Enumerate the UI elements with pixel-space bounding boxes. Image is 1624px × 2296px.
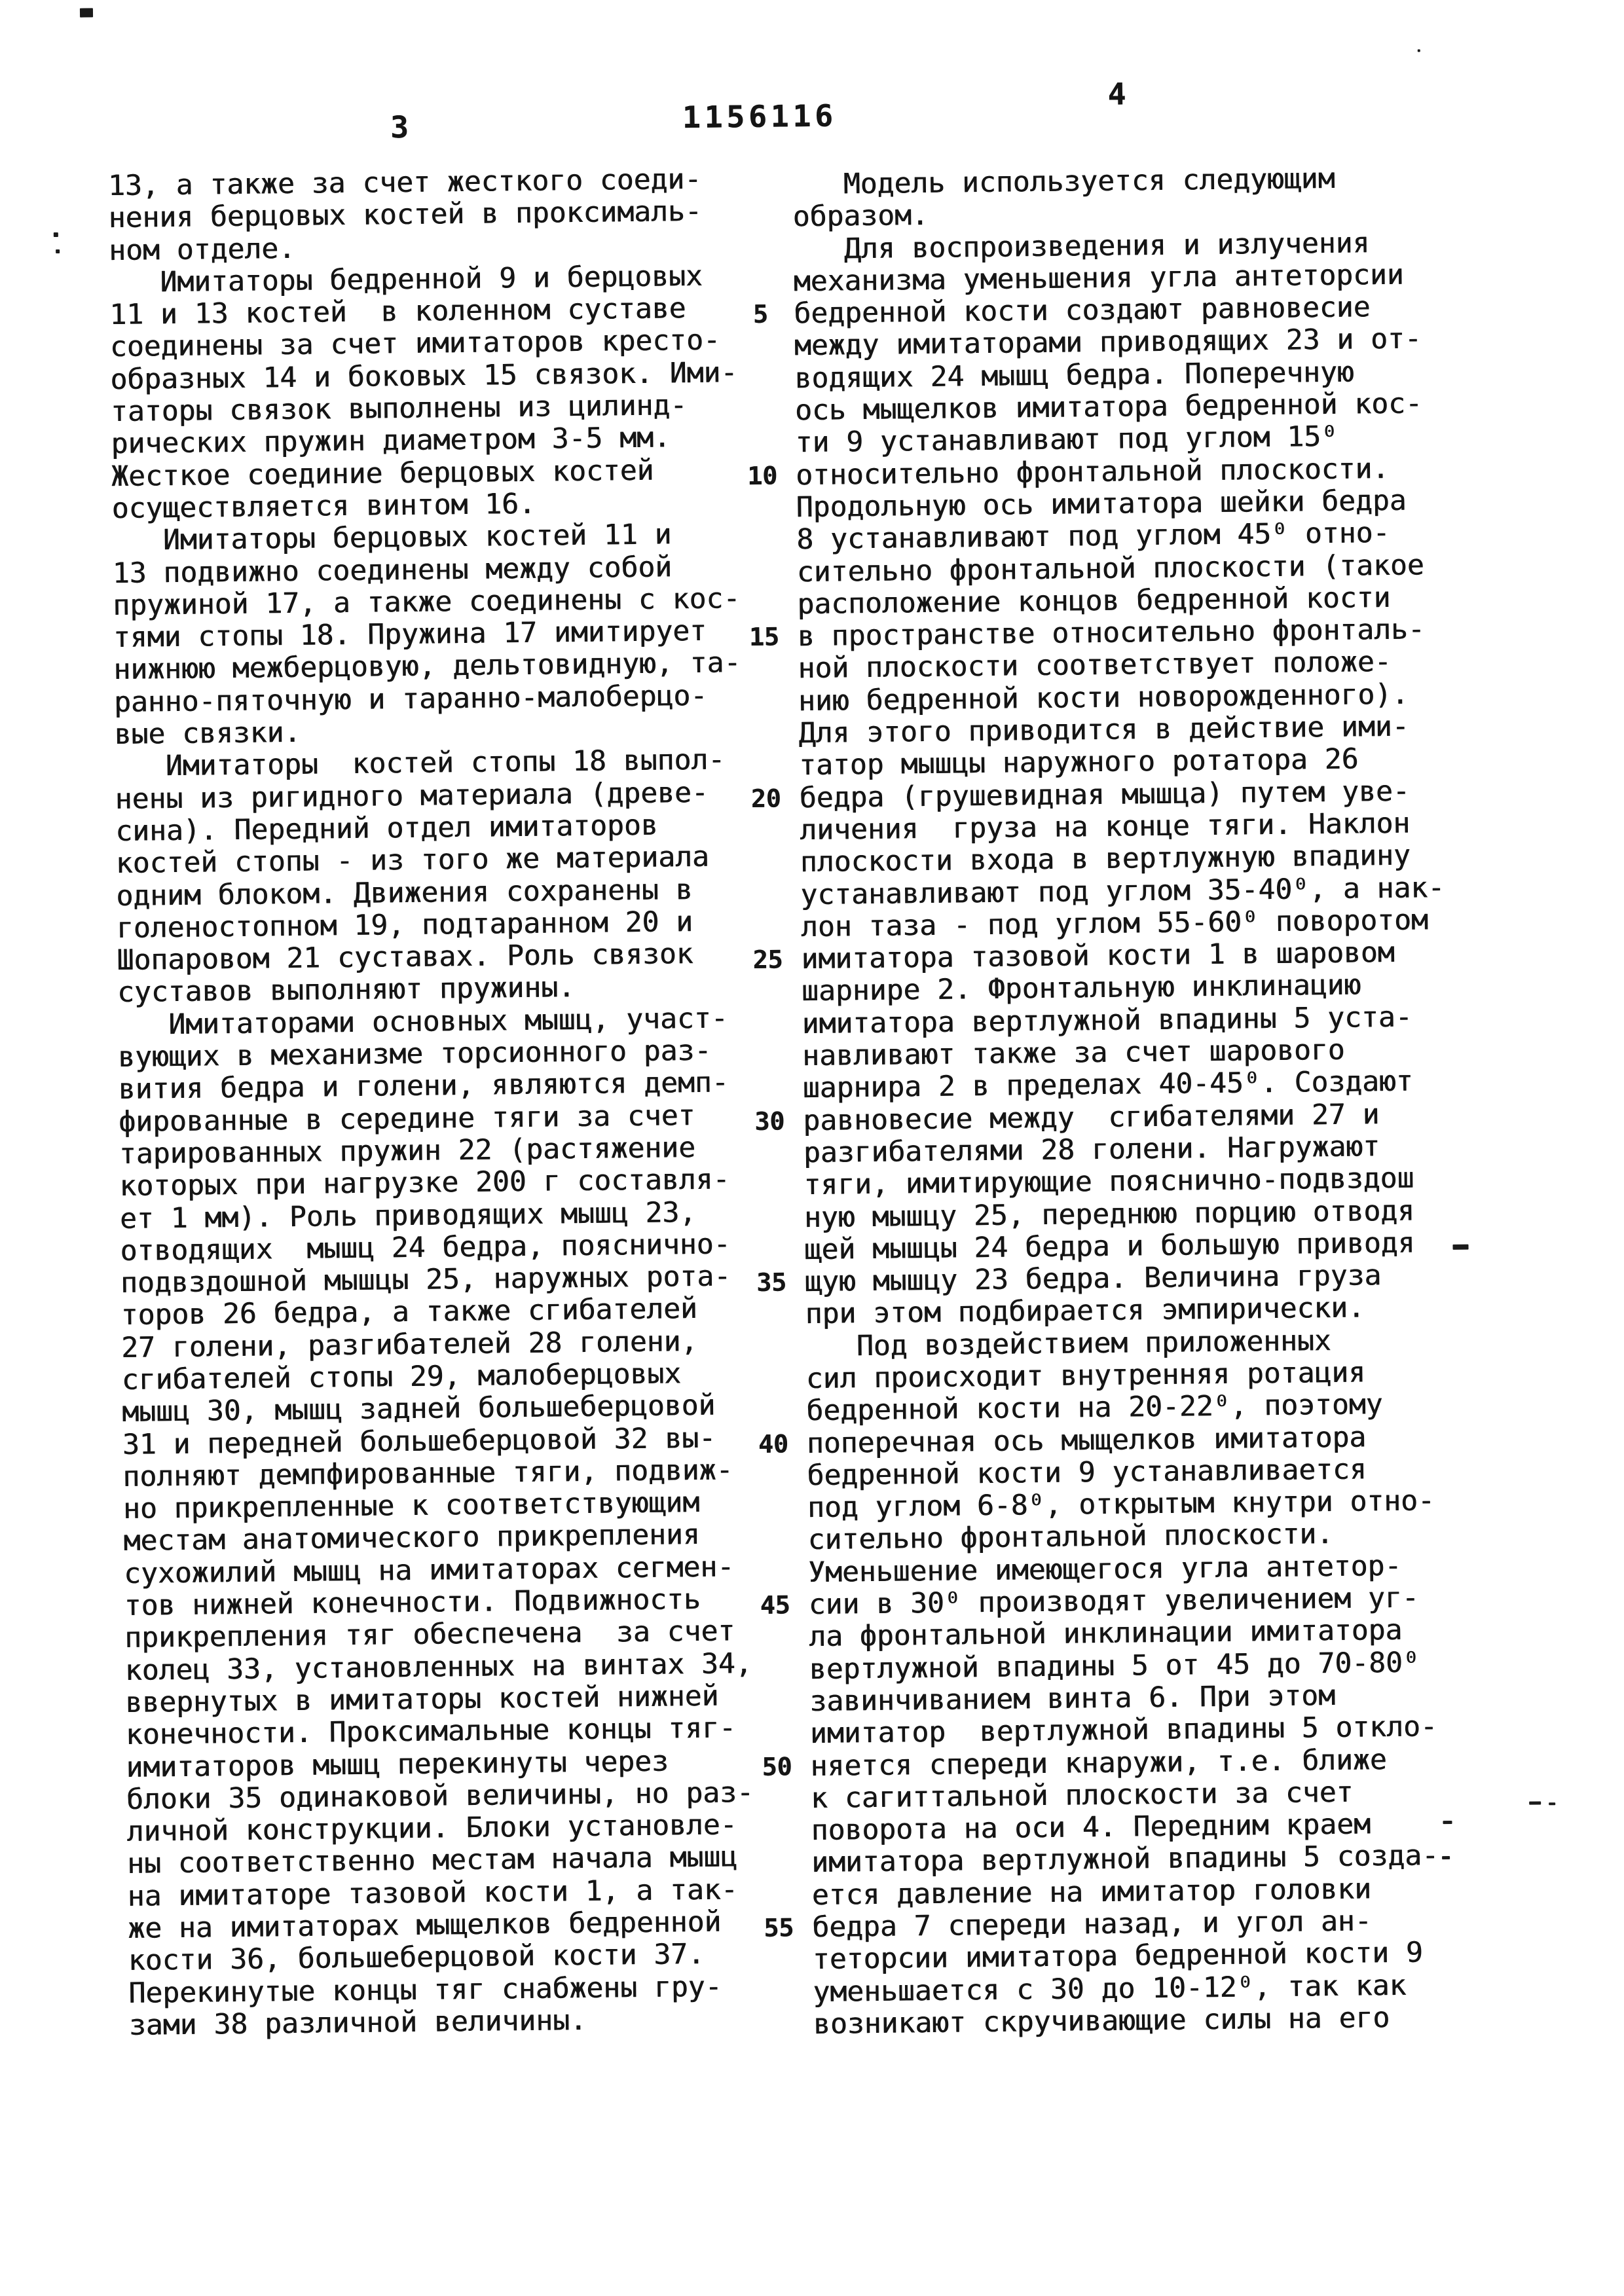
text-line: костей стопы - из того же материала (115, 841, 710, 881)
text-line: мышц 30, мышц задней большеберцовой (121, 1389, 716, 1429)
scan-speck (54, 232, 58, 237)
text-line: нию бедренной кости новорожденного). (798, 678, 1409, 718)
line-number: 15 (748, 622, 780, 652)
text-line: местам анатомического прикрепления (123, 1518, 700, 1558)
text-line: няется спереди кнаружи, т.е. ближе (810, 1743, 1387, 1783)
text-line: бедренной кости 9 устанавливается (807, 1453, 1367, 1493)
scan-speck (1549, 1802, 1555, 1805)
text-line: тяги, имитирующие пояснично-подвздош (803, 1161, 1414, 1202)
text-line: тарированных пружин 22 (растяжение (119, 1131, 696, 1171)
text-line: нены из ригидного материала (древе- (115, 776, 709, 816)
text-line: уменьшается с 30 до 10-12⁰, так как (813, 1969, 1407, 2009)
text-line: в пространстве относительно фронталь- (797, 613, 1425, 653)
text-line: имитатора вертлужной впадины 5 уста- (802, 1000, 1412, 1040)
line-number: 45 (760, 1590, 790, 1620)
text-line: ранно-пяточную и таранно-малоберцо- (113, 679, 708, 719)
text-line: Для этого приводится в действие ими- (798, 710, 1409, 750)
scan-speck (1442, 1856, 1450, 1859)
text-line: личной конструкции. Блоки установле- (126, 1808, 737, 1849)
line-number: 40 (758, 1429, 788, 1459)
text-line: сии в 30⁰ производят увеличением уг- (808, 1581, 1419, 1622)
text-line: лон таза - под углом 55-60⁰ поворотом (800, 903, 1429, 944)
text-line: татор мышцы наружного ротатора 26 (798, 742, 1359, 782)
text-line: шарнире 2. Фронтальную инклинацию (801, 968, 1361, 1008)
text-line: нижнюю межберцовую, дельтовидную, та- (113, 646, 741, 687)
text-line: отводящих мышц 24 бедра, пояснично- (120, 1228, 731, 1267)
text-line: водящих 24 мышц бедра. Поперечную (794, 355, 1354, 395)
line-number: 55 (764, 1913, 794, 1943)
text-line: вертлужной впадины 5 от 45 до 70-80⁰ (809, 1646, 1420, 1686)
text-line: нения берцовых костей в проксималь- (108, 195, 702, 235)
text-line: ет 1 мм). Роль приводящих мышц 23, (119, 1195, 697, 1235)
text-line: сина). Передний отдел имитаторов (115, 809, 658, 848)
text-line: образом. (792, 199, 929, 234)
text-line: полняют демпфированные тяги, подвиж- (122, 1453, 733, 1493)
text-line: пружиной 17, а также соединены с кос- (112, 582, 741, 622)
text-line: относительно фронтальной плоскости. (795, 452, 1390, 492)
scan-speck (56, 249, 60, 253)
text-line: к сагиттальной плоскости за счет (810, 1776, 1354, 1815)
scan-speck (1452, 1245, 1468, 1250)
text-line: сительно фронтальной плоскости (такое (796, 548, 1424, 589)
text-line: ввернутых в имитаторы костей нижней (125, 1679, 719, 1719)
text-line: подвздошной мышцы 25, наружных рота- (120, 1260, 731, 1300)
scan-speck (1529, 1801, 1541, 1804)
text-line: Перекинутые концы тяг снабжены гру- (128, 1970, 722, 2010)
text-line: ется давление на имитатор головки (811, 1872, 1372, 1912)
text-line: торов 26 бедра, а также сгибателей (120, 1292, 698, 1332)
text-line: устанавливают под углом 35-40⁰, а нак- (800, 871, 1445, 911)
text-line: же на имитаторах мыщелков бедренной (127, 1905, 722, 1945)
text-line: имитатора тазовой кости 1 в шаровом (801, 936, 1395, 976)
text-line: тями стопы 18. Пружина 17 имитирует (113, 614, 707, 655)
text-line: Имитаторы бедренной 9 и берцовых (109, 259, 703, 299)
text-line: которых при нагрузке 200 г составля- (119, 1163, 730, 1203)
line-number: 5 (752, 299, 768, 329)
scan-speck (1443, 1821, 1452, 1824)
text-line: поперечная ось мыщелков имитатора (806, 1421, 1367, 1460)
text-line: прикрепления тяг обеспечена за счет (124, 1614, 735, 1655)
text-line: Продольную ось имитатора шейки бедра (796, 484, 1407, 524)
text-line: конечности. Проксимальные концы тяг- (125, 1711, 737, 1752)
text-line: голеностопном 19, подтаранном 20 и (116, 905, 693, 945)
line-number: 30 (754, 1106, 785, 1136)
text-line: соединены за счет имитаторов кресто- (109, 324, 721, 364)
text-line: суставов выполняют пружины. (117, 971, 576, 1010)
line-number: 25 (752, 945, 783, 975)
text-line: на имитаторе тазовой кости 1, а так- (127, 1873, 738, 1913)
line-number: 50 (762, 1752, 792, 1781)
text-line: Для воспроизведения и излучения (792, 226, 1370, 266)
text-line: ла фронтальной инклинации имитатора (808, 1614, 1403, 1654)
scan-speck (80, 8, 93, 17)
text-line: Шопаровом 21 суставах. Роль связок (117, 938, 693, 977)
text-line: между имитаторами приводящих 23 и от- (794, 322, 1422, 363)
scan-speck (1418, 49, 1420, 52)
text-line: 13 подвижно соединены между собой (112, 550, 673, 590)
text-line: образных 14 и боковых 15 связок. Ими- (110, 356, 738, 396)
text-line: вые связки. (114, 716, 301, 752)
text-line: одним блоком. Движения сохранены в (116, 873, 693, 913)
text-line: бедренной кости создают равновесие (794, 291, 1371, 331)
text-line: при этом подбирается эмпирически. (805, 1291, 1365, 1331)
text-line: механизма уменьшения угла антеторсии (793, 258, 1404, 299)
text-line: колец 33, установленных на винтах 34, (124, 1647, 752, 1687)
text-line: щую мышцу 23 бедра. Величина груза (804, 1259, 1382, 1299)
text-line: бедра (грушевидная мышца) путем уве- (799, 774, 1410, 814)
text-line: сухожилий мышц на имитаторах сегмен- (123, 1550, 735, 1590)
text-line: завинчиванием винта 6. При этом (809, 1679, 1336, 1719)
text-line: Под воздействием приложенных (805, 1324, 1331, 1363)
right-column-text (792, 161, 1494, 2041)
text-line: под углом 6-8⁰, открытым кнутри отно- (807, 1484, 1435, 1525)
page-number-right: 4 (1107, 76, 1128, 112)
text-line: Жесткое соединие берцовых костей (111, 454, 654, 493)
text-line: плоскости входа в вертлужную впадину (800, 839, 1411, 879)
text-line: Уменьшение имеющегося угла антетор- (807, 1549, 1402, 1589)
text-line: имитатор вертлужной впадины 5 откло- (809, 1710, 1437, 1751)
text-line: расположение концов бедренной кости (797, 581, 1391, 621)
text-line: Модель используется следующим (792, 162, 1335, 202)
text-line: ной плоскости соответствует положе- (798, 646, 1392, 685)
text-line: вития бедра и голени, являются демп- (118, 1066, 729, 1106)
text-line: рических пружин диаметром 3-5 мм. (111, 421, 671, 461)
text-line: фированные в середине тяги за счет (118, 1099, 695, 1139)
line-number: 10 (747, 461, 778, 490)
text-line: навливают также за счет шарового (802, 1033, 1345, 1073)
text-line: бедренной кости на 20-22⁰, поэтому (806, 1388, 1383, 1428)
text-line: кости 36, большеберцовой кости 37. (128, 1938, 705, 1978)
text-line: имитатора вертлужной впадины 5 созда- (811, 1839, 1439, 1880)
text-line: 31 и передней большеберцовой 32 вы- (122, 1421, 716, 1461)
text-line: 13, а также за счет жесткого соеди- (107, 162, 702, 203)
text-line: бедра 7 спереди назад, и угол ан- (811, 1904, 1372, 1944)
text-line: щей мышцы 24 бедра и большую приводя (804, 1226, 1415, 1266)
text-line: осуществляется винтом 16. (111, 487, 536, 526)
text-line: сительно фронтальной плоскости. (807, 1518, 1334, 1557)
text-line: личения груза на конце тяги. Наклон (799, 807, 1411, 847)
text-line: ную мышцу 25, переднюю порцию отводя (803, 1194, 1415, 1234)
text-line: но прикрепленные к соответствующим (122, 1486, 700, 1526)
text-line: теторсии имитатора бедренной кости 9 (812, 1936, 1424, 1977)
text-line: тов нижней конечности. Подвижность (124, 1583, 701, 1623)
text-line: зами 38 различной величины. (128, 2003, 587, 2042)
text-line: 8 устанавливают под углом 45⁰ отно- (796, 517, 1390, 556)
text-line: ном отделе. (108, 232, 296, 267)
text-line: сгибателей стопы 29, малоберцовых (121, 1357, 682, 1396)
text-line: 11 и 13 костей в коленном суставе (109, 292, 686, 332)
text-line: имитаторов мышц перекинуты через (126, 1745, 669, 1784)
left-column-text (108, 163, 784, 2042)
line-number: 35 (756, 1267, 787, 1298)
text-line: Имитаторы берцовых костей 11 и (111, 518, 672, 558)
text-line: ось мыщелков имитатора бедренной кос- (794, 387, 1423, 428)
text-line: возникают скручивающие силы на его (813, 2001, 1390, 2041)
text-line: Имитаторы костей стопы 18 выпол- (114, 743, 726, 784)
text-line: поворота на оси 4. Передним краем (811, 1808, 1371, 1848)
text-line: равновесие между сгибателями 27 и (802, 1097, 1380, 1137)
text-line: ти 9 устанавливают под углом 15⁰ (795, 420, 1338, 460)
text-line: Имитаторами основных мышц, участ- (117, 1002, 728, 1042)
text-line: таторы связок выполнены из цилинд- (110, 389, 688, 429)
page-number-left: 3 (390, 109, 411, 145)
patent-number: 1156116 (682, 98, 838, 136)
text-line: вующих в механизме торсионного раз- (117, 1034, 712, 1074)
text-line: 27 голени, разгибателей 28 голени, (120, 1324, 698, 1364)
text-line: сил происходит внутренняя ротация (805, 1356, 1366, 1396)
text-line: блоки 35 одинаковой величины, но раз- (126, 1776, 754, 1816)
text-line: шарнира 2 в пределах 40-45⁰. Создают (802, 1065, 1413, 1105)
text-line: разгибателями 28 голени. Нагружают (803, 1130, 1380, 1170)
line-number: 20 (750, 784, 781, 813)
text-line: ны соответственно местам начала мышц (126, 1840, 738, 1881)
